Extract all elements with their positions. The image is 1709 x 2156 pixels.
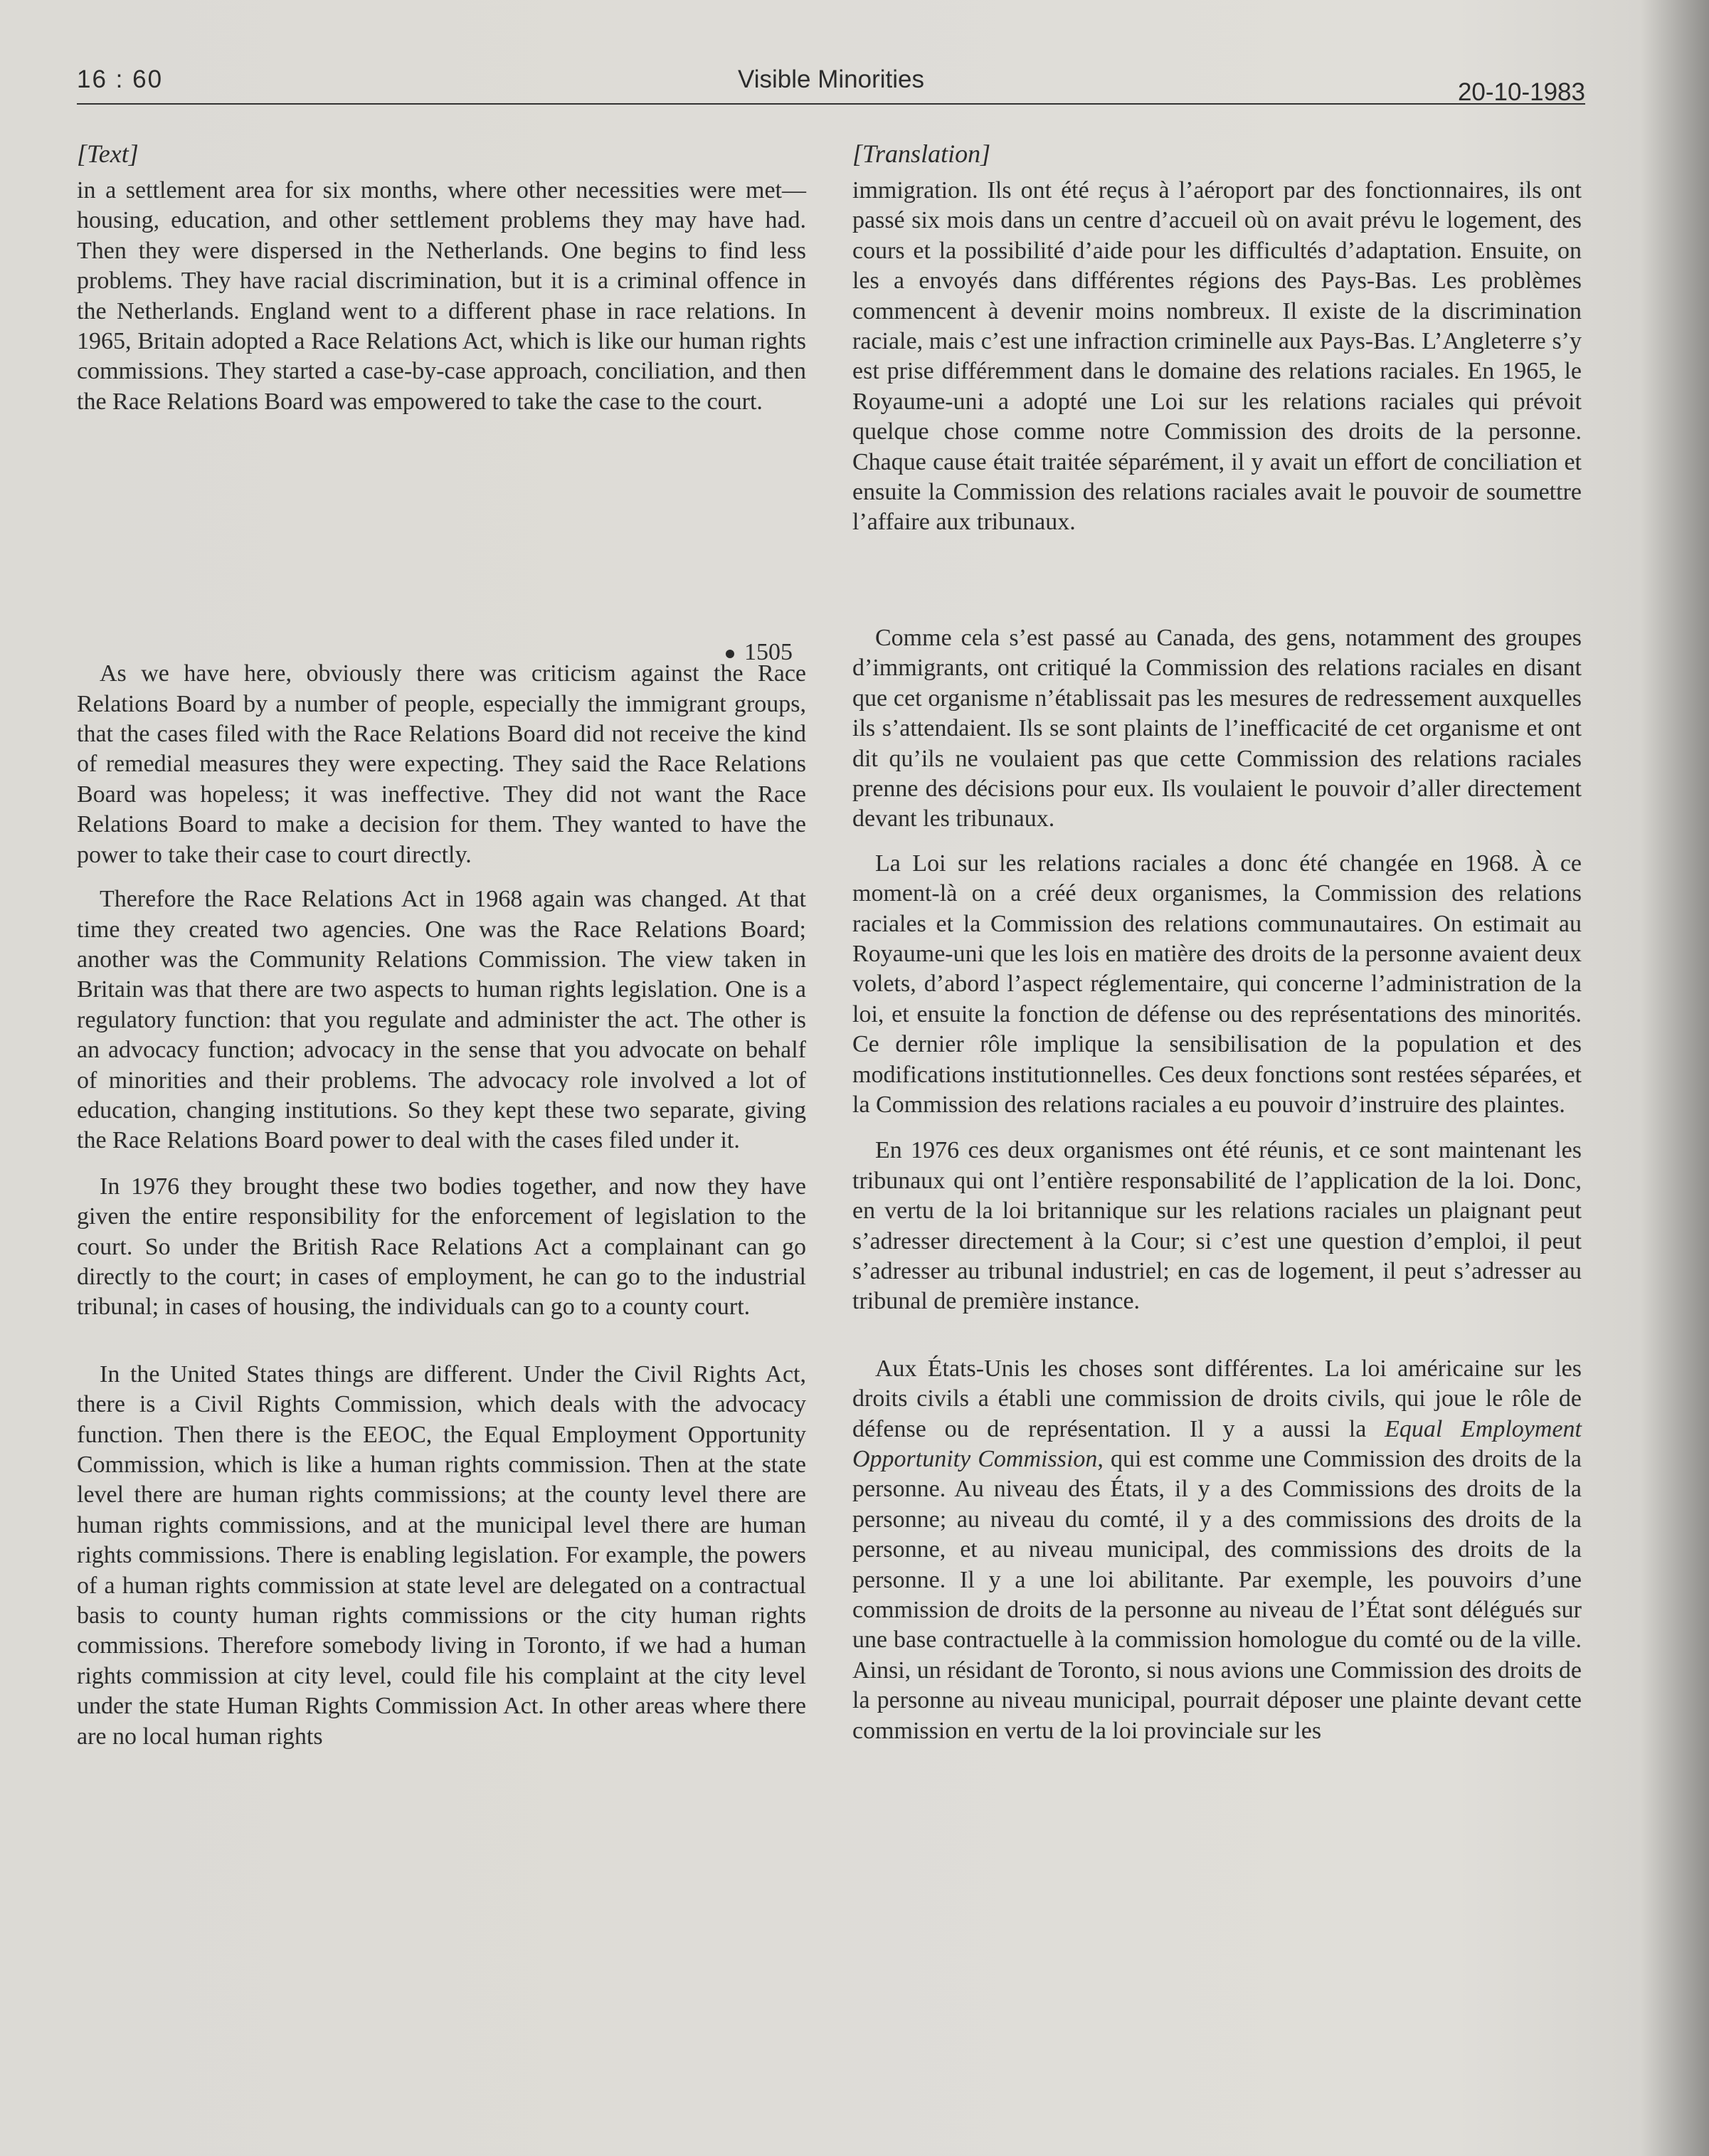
italic-agency-name: Equal Employment Opportunity Commission [852, 1415, 1582, 1473]
paragraph: in a settlement area for six months, where other necessities were met—housing, education, and other settlement problems they may have had. Then they were dispersed in the Netherlands. One begins to find less problems. They have racial discrimination, but it is a criminal offence in the Netherlands. England went to a different phase in race relations. In 1965, Britain adopted a Race Relations Act, which is like our human rights commissions. They started a case-by-case approach, conciliation, and then the Race Relations Board was empowered to take the case to the court. [77, 177, 806, 415]
paragraph: Therefore the Race Relations Act in 1968 again was changed. At that time they created two agencies. One was the Race Relations Board; another was the Community Relations Commission. The view taken in Britain was that there are two aspects to human rights legislation. One is a regulatory function: that you regulate and administer the act. The other is an advocacy function; advocacy in the sense that you advocate on behalf of minorities and their problems. The advocacy role involved a lot of education, changing institutions. So they kept these two separate, giving the Race Relations Board power to deal with the cases filed under it. [77, 886, 806, 1154]
translation-label: [Translation] [852, 139, 991, 168]
paragraph: Comme cela s’est passé au Canada, des gens, notamment des groupes d’immigrants, ont critiqué la Commission des relations raciales en disant que cet organisme n’établissait pas les mesures de redressement auxquelles ils s’attendaient. Ils se sont plaints de l’inefficacité de cet organisme et ont dit qu’ils ne voulaient pas que cette Commission des relations raciales prenne des décisions pour eux. Ils voulaient le pouvoir d’aller directement devant les tribunaux. [852, 624, 1582, 833]
paragraph: La Loi sur les relations raciales a donc été changée en 1968. À ce moment-là on a créé deux organismes, la Commission des relations raciales et la Commission des relations communautaires. On estimait au Royaume-uni que les lois en matière des droits de la personne avaient deux volets, d’abord l’aspect réglementaire, qui concerne l’administration de la loi, et ensuite la fonction de défense ou des représentations des minorités. Ce dernier rôle implique la sensibilisation de la population et des modifications institutionnelles. Ces deux fonctions sont restées séparées, et la Commission des relations raciales a eu pouvoir d’instruire des plaintes. [852, 850, 1582, 1118]
paragraph: As we have here, obviously there was criticism against the Race Relations Board by a number of people, especially the immigrant groups, that the cases filed with the Race Relations Board did not receive the kind of remedial measures they were expecting. They said the Race Relations Board was hopeless; it was ineffective. They did not want the Race Relations Board to make a decision for them. They wanted to have the power to take their case to court directly. [77, 660, 806, 868]
paragraph: In the United States things are different. Under the Civil Rights Act, there is a Civil Rights Commission, which deals with the advocacy function. Then there is the EEOC, the Equal Employment Opportunity Commission, which is like a human rights commission. Then at the state level there are human rights commissions; at the county level there are human rights commissions, and at the municipal level there are human rights commissions. There is enabling legislation. For example, the powers of a human rights commission at state level are delegated on a contractual basis to county human rights commissions or the city human rights commissions. Therefore somebody living in Toronto, if we had a human rights commission at city level, could file his complaint at the city level under the state Human Rights Commission Act. In other areas where there are no local human rights [77, 1360, 806, 1750]
running-title: Visible Minorities [738, 65, 924, 93]
page-header [77, 65, 1585, 108]
text-label: [Text] [77, 139, 139, 168]
header-rule [77, 103, 1585, 105]
paragraph: En 1976 ces deux organismes ont été réunis, et ce sont maintenant les tribunaux qui ont l’entière responsabilité de l’application de la loi. Donc, en vertu de la loi britannique sur les relations raciales un plaignant peut s’adresser directement à la Cour; si c’est une question d’emploi, il peut s’adresser au tribunal industriel; en cas de logement, il peut s’adresser au tribunal de première instance. [852, 1137, 1582, 1315]
paragraph: Aux États-Unis les choses sont différentes. La loi américaine sur les droits civils a établi une commission de droits civils, qui joue le rôle de défense ou de représentation. Il y a aussi la Equal Employment Opportunity Commission, qui est comme une Commission des droits de la personne. Au niveau des États, il y a des Commissions des droits de la personne; au niveau du comté, il y a des commissions des droits de la personne, et au niveau municipal, des commissions des droits de la personne. Il y a une loi abilitante. Par exemple, les pouvoirs d’une commission de droits de la personne au niveau de l’État sont délégués sur une base contractuelle à la commission homologue du comté ou de la ville. Ainsi, un résidant de Toronto, si nous avions une Commission des droits de la personne au niveau municipal, pourrait déposer une plainte devant cette commission en vertu de la loi provinciale sur les [852, 1355, 1582, 1744]
english-column [77, 139, 806, 1752]
section-marker [726, 639, 793, 666]
header-date: 20-10-1983 [1457, 78, 1585, 106]
paragraph: In 1976 they brought these two bodies together, and now they have given the entire responsibility for the enforcement of legislation to the court. So under the British Race Relations Act a complainant can go directly to the court; in cases of employment, he can go to the industrial tribunal; in cases of housing, the individuals can go to a county court. [77, 1173, 806, 1321]
paragraph: immigration. Ils ont été reçus à l’aéroport par des fonctionnaires, ils ont passé six mois dans un centre d’accueil où on avait prévu le logement, des cours et la possibilité d’aide pour les difficultés d’adaptation. Ensuite, on les a envoyés dans différentes régions des Pays-Bas. Les problèmes commencent à devenir moins nombreux. Il existe de la discrimination raciale, mais c’est une infraction criminelle aux Pays-Bas. L’Angleterre s’y est prise différemment dans le domaine des relations raciales. En 1965, le Royaume-uni a adopté une Loi sur les relations raciales qui prévoit quelque chose comme notre Commission des droits de la personne. Chaque cause était traitée séparément, il y avait un effort de conciliation et ensuite la Commission des relations raciales avait le pouvoir de soumettre l’affaire aux tribunaux. [852, 177, 1582, 536]
bullet-icon [726, 650, 734, 658]
french-column [852, 139, 1582, 1746]
page-number: 16 : 60 [77, 65, 164, 93]
marker-number: 1505 [744, 639, 793, 665]
